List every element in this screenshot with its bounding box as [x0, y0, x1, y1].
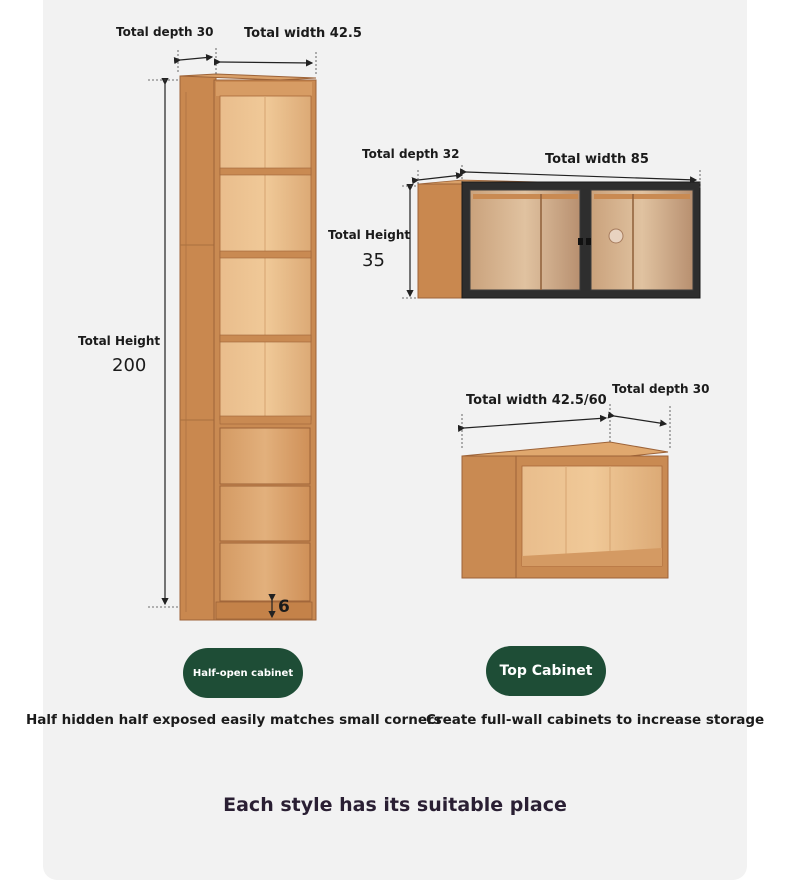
- tall-base-value: 6: [278, 597, 290, 617]
- wall-width-label: Total width 85: [545, 152, 649, 167]
- top-cabinet-box: [462, 442, 668, 578]
- tall-cabinet: [180, 74, 316, 620]
- tall-depth-label: Total depth 30: [116, 25, 214, 39]
- right-caption: Create full-wall cabinets to increase storage: [426, 712, 765, 728]
- half-open-cabinet-badge: Half-open cabinet: [183, 648, 303, 698]
- box-depth-label: Total depth 30: [612, 382, 710, 396]
- wall-height-value: 35: [362, 250, 385, 271]
- wall-height-label: Total Height: [328, 228, 411, 242]
- top-cabinet-badge: Top Cabinet: [486, 646, 606, 696]
- top-cabinet-dimensions: [462, 404, 670, 450]
- tall-height-label: Total Height: [78, 334, 161, 348]
- left-caption: Half hidden half exposed easily matches small corners: [26, 712, 442, 728]
- footer-tagline: Each style has its suitable place: [223, 794, 567, 816]
- wall-depth-label: Total depth 32: [362, 147, 460, 161]
- tall-height-value: 200: [112, 355, 147, 376]
- box-width-label: Total width 42.5/60: [466, 393, 607, 408]
- wall-cabinet: [418, 180, 700, 298]
- tall-width-label: Total width 42.5: [244, 26, 362, 41]
